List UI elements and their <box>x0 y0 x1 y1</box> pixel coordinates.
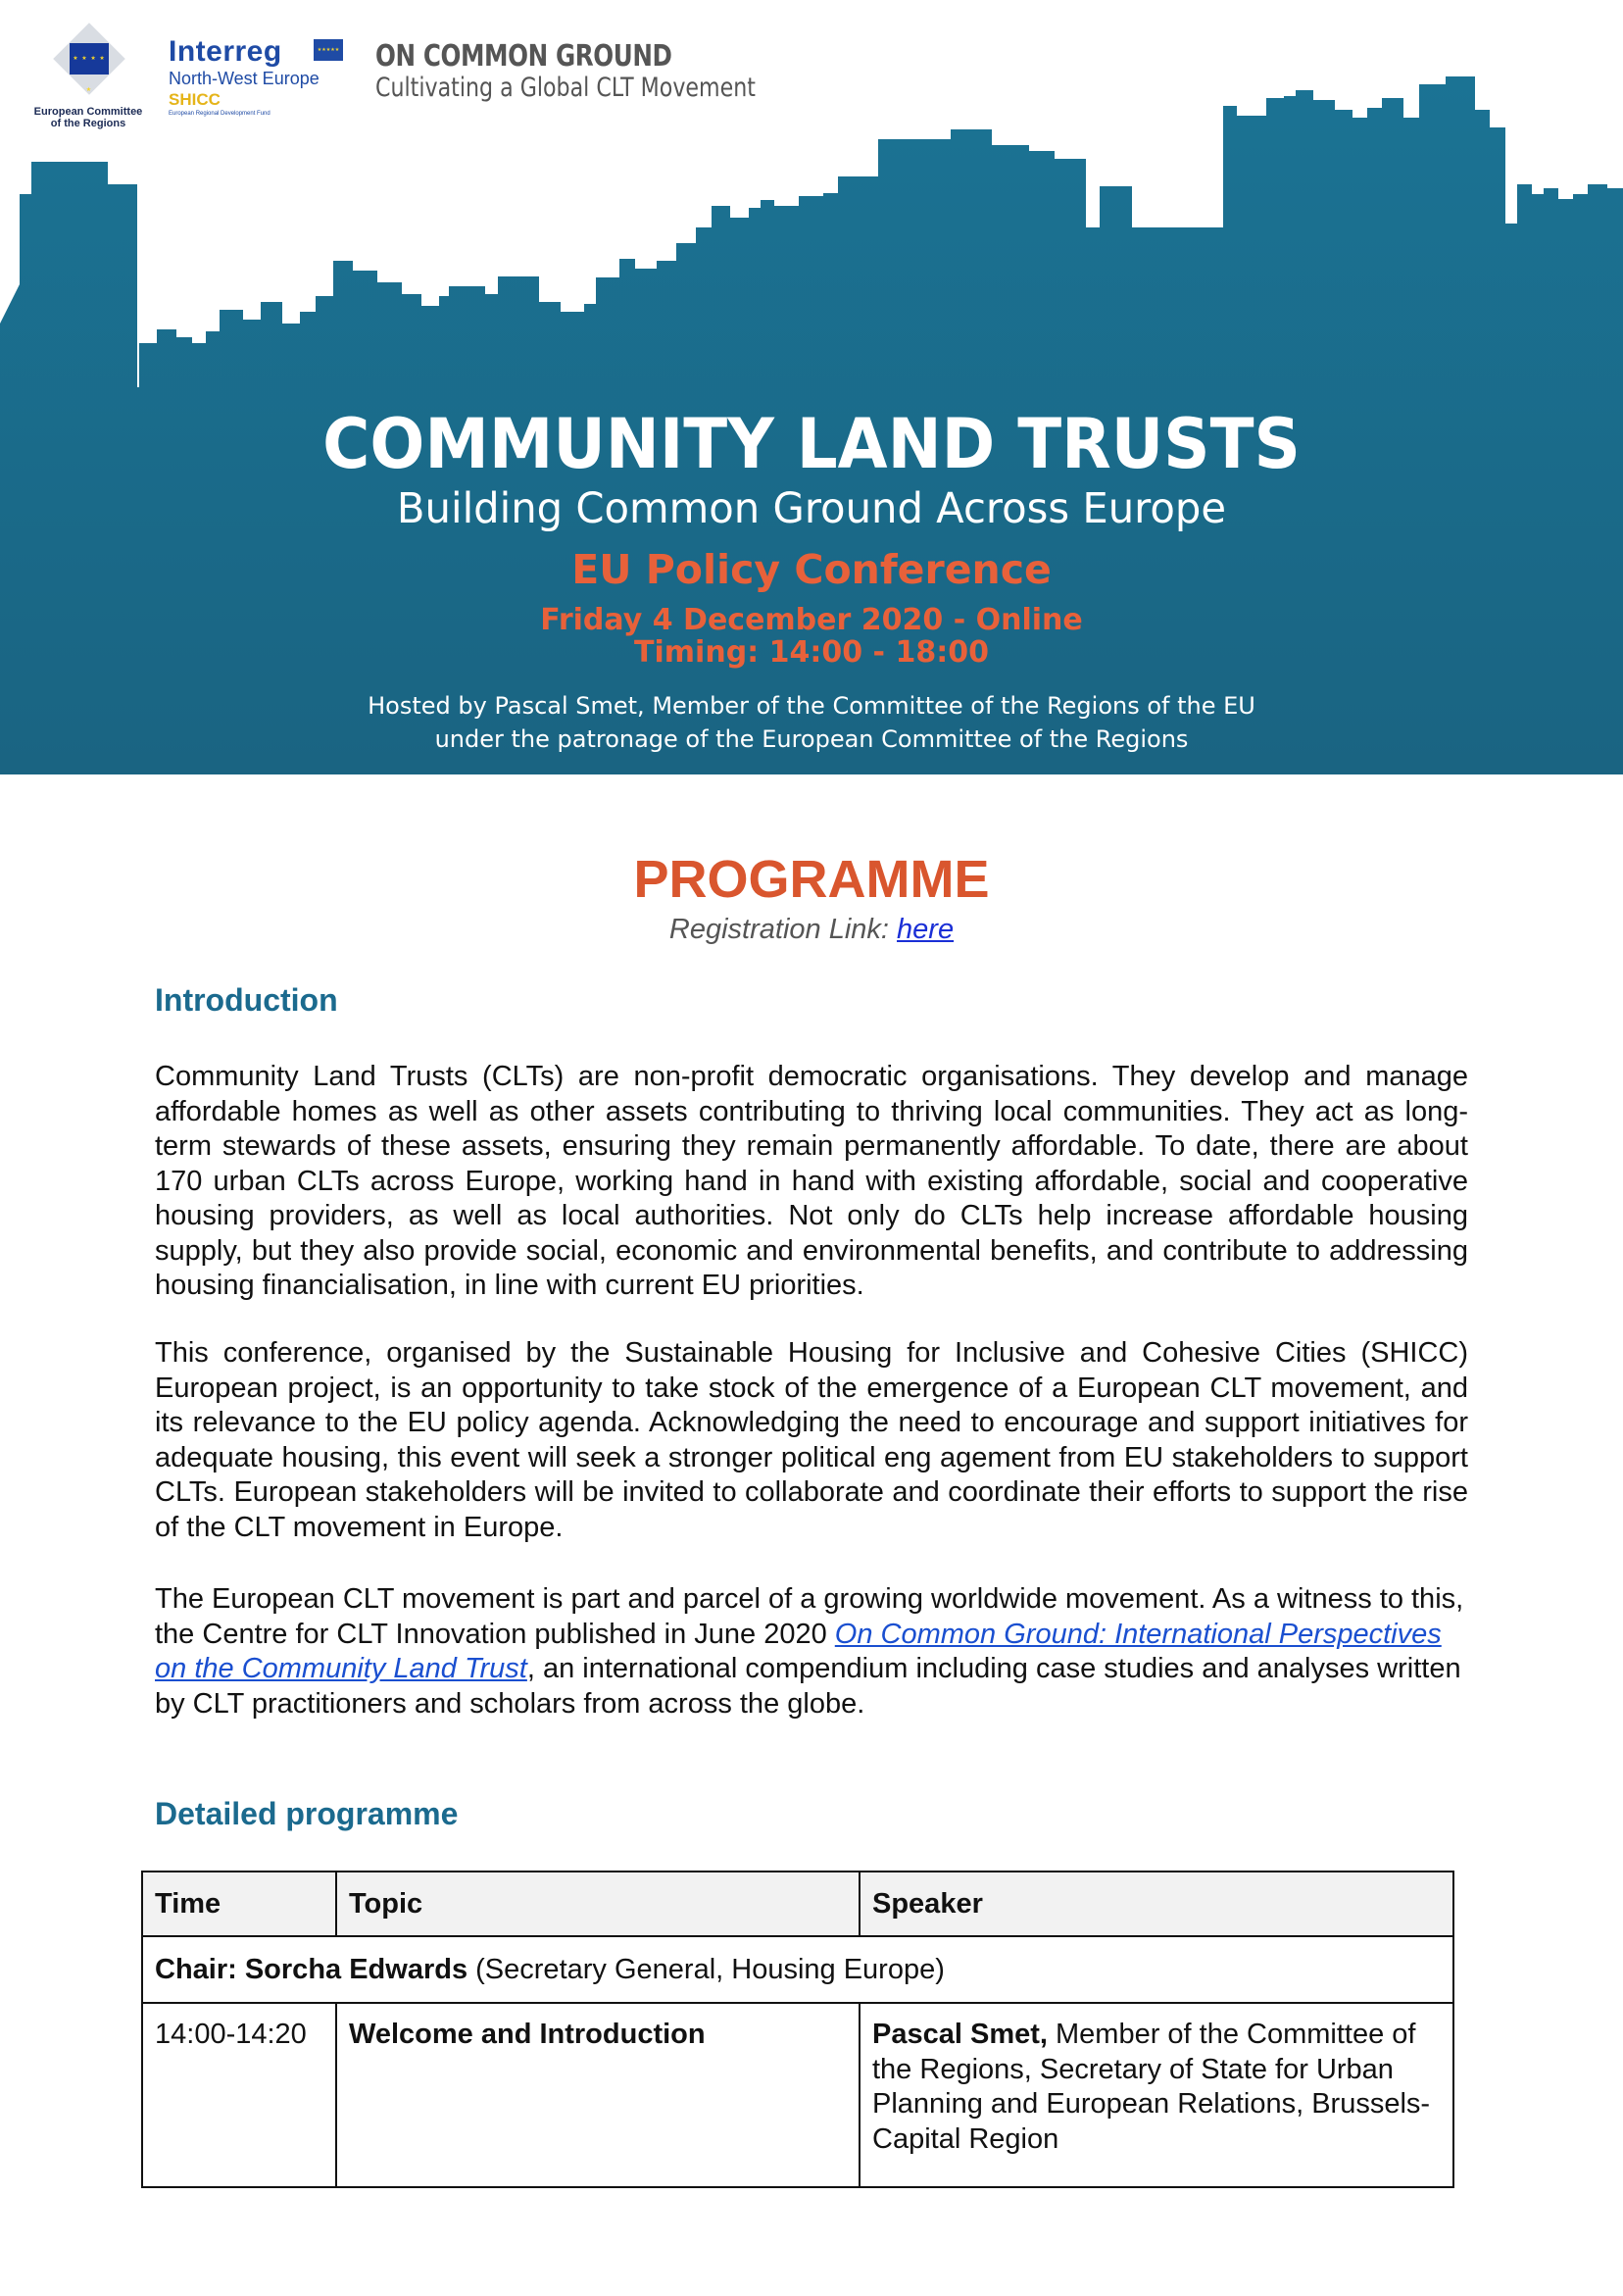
interreg-project: SHICC <box>169 90 221 109</box>
interreg-logo <box>169 35 365 124</box>
intro-paragraph-3 <box>155 1582 1468 1722</box>
committee-of-regions-logo: ★ ★ ★ ★ ★ European Committee of the Regions <box>29 29 147 137</box>
programme-heading: PROGRAMME <box>633 850 990 909</box>
conference-timing: Timing: 14:00 - 18:00 <box>634 635 989 670</box>
banner-subtitle: Building Common Ground Across Europe <box>396 484 1227 533</box>
column-header-topic: Topic <box>336 1872 860 1936</box>
detailed-programme-heading: Detailed programme <box>155 1796 459 1831</box>
para3-text-after: , an international compendium including case studies and analyses written by CLT practitioners and scholars from across the globe. <box>155 1653 1461 1720</box>
table-row <box>142 2003 1453 2187</box>
programme-table <box>141 1871 1454 2188</box>
row-speaker <box>860 2003 1453 2187</box>
chair-row <box>142 1936 1453 2003</box>
cor-logo-text: European Committee of the Regions <box>33 106 143 129</box>
chair-cell <box>142 1936 1453 2003</box>
interreg-name: Interreg <box>169 35 282 68</box>
registration-link[interactable]: here <box>897 914 955 945</box>
chair-role: (Secretary General, Housing Europe) <box>467 1953 945 1985</box>
host-line-2: under the patronage of the European Committee of the Regions <box>434 725 1189 753</box>
intro-paragraph-1: Community Land Trusts (CLTs) are non-profit democratic organisations. They develop and manage affordable homes as well as other assets contributing to thriving local communities. They act as long-term stewards of these assets, ensuring they remain permanently affordable. To date, there are about 170 urban CLTs across Europe, working hand in hand with existing affordable, social and cooperative housing providers, as well as local authorities. Not only do CLTs help increase affordable housing supply, but they also provide social, economic and environmental benefits, and contribute to addressing housing financialisation, in line with current EU priorities. <box>155 1061 1468 1301</box>
interreg-fund: European Regional Development Fund <box>169 111 270 117</box>
banner-title: COMMUNITY LAND TRUSTS <box>322 404 1301 484</box>
registration-label: Registration Link: <box>668 914 898 945</box>
chair-name: Chair: Sorcha Edwards <box>155 1953 468 1985</box>
banner <box>0 0 1623 774</box>
on-common-ground-book-link[interactable]: On Common Ground: International Perspectives on the Community Land Trust <box>155 1618 1442 1684</box>
row-topic: Welcome and Introduction <box>336 2003 860 2187</box>
conference-label: EU Policy Conference <box>571 546 1052 593</box>
para3-text-before: The European CLT movement is part and parcel of a growing worldwide movement. As a witness to this, the Centre for CLT Innovation published in June 2020 <box>155 1583 1464 1650</box>
speaker-name: Pascal Smet, <box>872 2019 1048 2050</box>
speaker-role: Member of the Committee of the Regions, Secretary of State for Urban Planning and European Relations, Brussels-Capital Region <box>872 2019 1431 2155</box>
host-line-1: Hosted by Pascal Smet, Member of the Committee of the Regions of the EU <box>368 692 1255 720</box>
on-common-ground-logo <box>375 39 787 108</box>
ocg-line1: ON COMMON GROUND <box>375 39 672 74</box>
table-header-row <box>142 1872 1453 1936</box>
intro-paragraph-2: This conference, organised by the Sustainable Housing for Inclusive and Cohesive Cities (SHICC) European project, is an opportunity to take stock of the emergence of a European CLT movement, and its relevance to the EU policy agenda. Acknowledging the need to encourage and support initiatives for adequate housing, this event will seek a stronger political eng agement from EU stakeholders to support CLTs. European stakeholders will be invited to collaborate and coordinate their efforts to support the rise of the CLT movement in Europe. <box>155 1337 1468 1543</box>
column-header-speaker: Speaker <box>860 1872 1453 1936</box>
registration-line <box>0 914 1623 946</box>
ocg-line2: Cultivating a Global CLT Movement <box>375 73 756 103</box>
row-time: 14:00-14:20 <box>142 2003 336 2187</box>
conference-date: Friday 4 December 2020 - Online <box>540 603 1083 637</box>
interreg-region: North-West Europe <box>169 69 320 88</box>
column-header-time: Time <box>142 1872 336 1936</box>
eu-flag-icon: ★★★★★ <box>314 39 343 61</box>
introduction-heading: Introduction <box>155 982 338 1018</box>
